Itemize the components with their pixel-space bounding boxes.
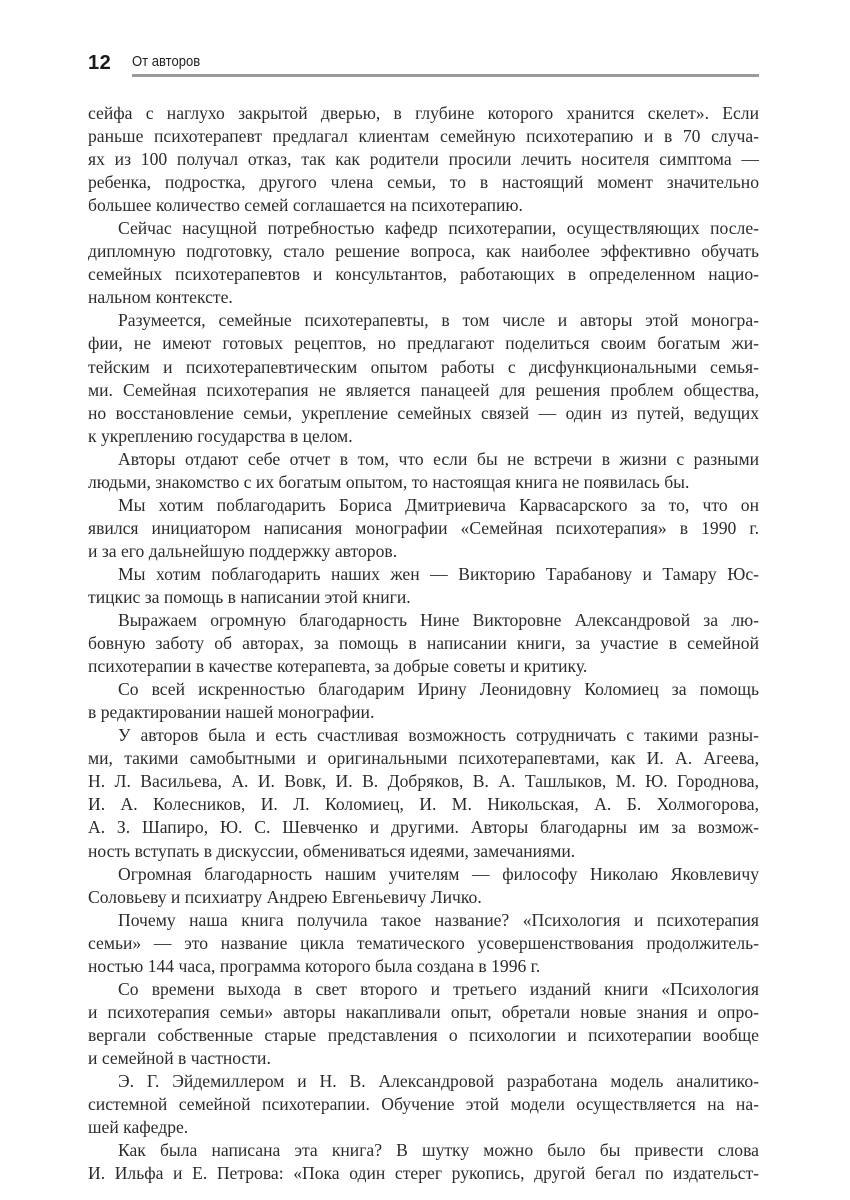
- text-line: тейским и психотерапевтическим опытом работы с дисфункциональными семья-: [88, 356, 759, 377]
- header-rule: [132, 74, 759, 77]
- paragraph: [88, 609, 759, 678]
- text-line: бовную заботу об авторах, за помощь в написании книги, за участие в семейной: [88, 633, 759, 654]
- text-line: Э. Г. Эйдемиллером и Н. В. Александровой разработана модель аналитико-: [118, 1070, 759, 1091]
- text-line: Сейчас насущной потребностью кафедр психотерапии, осуществляющих после-: [118, 218, 759, 239]
- paragraph: [88, 563, 759, 609]
- text-line: Со всей искренностью благодарим Ирину Леонидовну Коломиец за помощь: [118, 679, 759, 700]
- text-line: У авторов была и есть счастливая возможность сотрудничать с такими разны-: [118, 725, 759, 746]
- text-line: психотерапии в качестве котерапевта, за добрые советы и критику.: [88, 656, 588, 677]
- paragraph: [88, 217, 759, 309]
- text-line: Мы хотим поблагодарить Бориса Дмитриевича Карвасарского за то, что он: [118, 494, 759, 515]
- paragraph: [88, 1070, 759, 1139]
- page-number: 12: [88, 52, 112, 74]
- paragraph: [88, 1139, 759, 1185]
- text-line: семейных психотерапевтов и консультантов, работающих в определенном нацио-: [88, 264, 759, 285]
- text-line: Почему наша книга получила такое название? «Психология и психотерапия: [118, 909, 759, 930]
- running-head: [88, 50, 759, 78]
- text-line: в редактировании нашей монографии.: [88, 702, 375, 723]
- text-line: Выражаем огромную благодарность Нине Викторовне Александровой за лю-: [118, 610, 759, 631]
- text-line: И. А. Колесников, И. Л. Коломиец, И. М. Никольская, А. Б. Холмогорова,: [88, 794, 759, 815]
- text-line: и за его дальнейшую поддержку авторов.: [88, 540, 398, 561]
- text-line: А. З. Шапиро, Ю. С. Шевченко и другими. Авторы благодарны им за возмож-: [88, 817, 759, 838]
- paragraph: [88, 978, 759, 1070]
- text-line: семьи» — это название цикла тематического усовершенствования продолжитель-: [88, 932, 759, 953]
- text-line: Разумеется, семейные психотерапевты, в том числе и авторы этой моногра-: [118, 310, 759, 331]
- text-line: явился инициатором написания монографии «Семейная психотерапия» в 1990 г.: [88, 517, 759, 538]
- text-line: шей кафедре.: [88, 1117, 189, 1138]
- text-line: ностью 144 часа, программа которого была создана в 1996 г.: [88, 955, 541, 976]
- text-line: тицкис за помощь в написании этой книги.: [88, 586, 411, 607]
- text-line: и семейной в частности.: [88, 1047, 271, 1068]
- text-line: вергали собственные старые представления о психологии и психотерапии вообще: [88, 1024, 759, 1045]
- text-line: раньше психотерапевт предлагал клиентам семейную психотерапию и в 70 случа-: [88, 126, 759, 147]
- paragraph: [88, 863, 759, 909]
- text-line: людьми, знакомство с их богатым опытом, то настоящая книга не появилась бы.: [88, 471, 690, 492]
- section-title: От авторов: [132, 54, 201, 70]
- text-line: Огромная благодарность нашим учителям — философу Николаю Яковлевичу: [118, 863, 759, 884]
- text-line: но восстановление семьи, укрепление семейных связей — один из путей, ведущих: [88, 402, 759, 423]
- text-line: сейфа с наглухо закрытой дверью, в глубине которого хранится скелет». Если: [88, 103, 759, 123]
- text-line: И. Ильфа и Е. Петрова: «Пока один стерег рукопись, другой бегал по издательст-: [88, 1163, 759, 1184]
- text-line: ми. Семейная психотерапия не является панацеей для решения проблем общества,: [88, 379, 759, 400]
- text-line: нальном контексте.: [88, 287, 233, 308]
- text-line: к укреплению государства в целом.: [88, 425, 353, 446]
- text-line: Н. Л. Васильева, А. И. Вовк, И. В. Добряков, В. А. Ташлыков, М. Ю. Городнова,: [88, 771, 759, 792]
- text-line: ях из 100 получал отказ, так как родители просили лечить носителя симптома —: [88, 149, 759, 170]
- paragraph: [88, 448, 759, 494]
- text-line: фии, не имеют готовых рецептов, но предлагают поделиться своим богатым жи-: [88, 333, 759, 354]
- paragraph: [88, 909, 759, 978]
- text-line: Мы хотим поблагодарить наших жен — Викторию Тарабанову и Тамару Юс-: [118, 563, 759, 584]
- paragraph: [88, 102, 759, 217]
- text-line: Как была написана эта книга? В шутку можно было бы привести слова: [118, 1140, 759, 1161]
- text-line: Авторы отдают себе отчет в том, что если бы не встречи в жизни с разными: [118, 448, 759, 469]
- paragraph: [88, 309, 759, 447]
- text-line: и психотерапия семьи» авторы накапливали опыт, обретали новые знания и опро-: [88, 1001, 759, 1022]
- text-line: системной семейной психотерапии. Обучение этой модели осуществляется на на-: [88, 1094, 759, 1115]
- text-line: Соловьеву и психиатру Андрею Евгеньевичу Личко.: [88, 886, 482, 907]
- paragraph: [88, 678, 759, 724]
- paragraph: [88, 494, 759, 563]
- text-line: дипломную подготовку, стало решение вопроса, как наиболее эффективно обучать: [88, 241, 759, 262]
- text-line: Со времени выхода в свет второго и третьего изданий книги «Психология: [118, 978, 759, 999]
- paragraph: [88, 724, 759, 862]
- text-line: ми, такими самобытными и оригинальными психотерапевтами, как И. А. Агеева,: [88, 748, 759, 769]
- text-line: ребенка, подростка, другого члена семьи, то в настоящий момент значительно: [88, 172, 759, 193]
- text-line: ность вступать в дискуссии, обмениваться идеями, замечаниями.: [88, 840, 576, 861]
- body-text: [88, 102, 759, 1185]
- text-line: большее количество семей соглашается на психотерапию.: [88, 195, 523, 216]
